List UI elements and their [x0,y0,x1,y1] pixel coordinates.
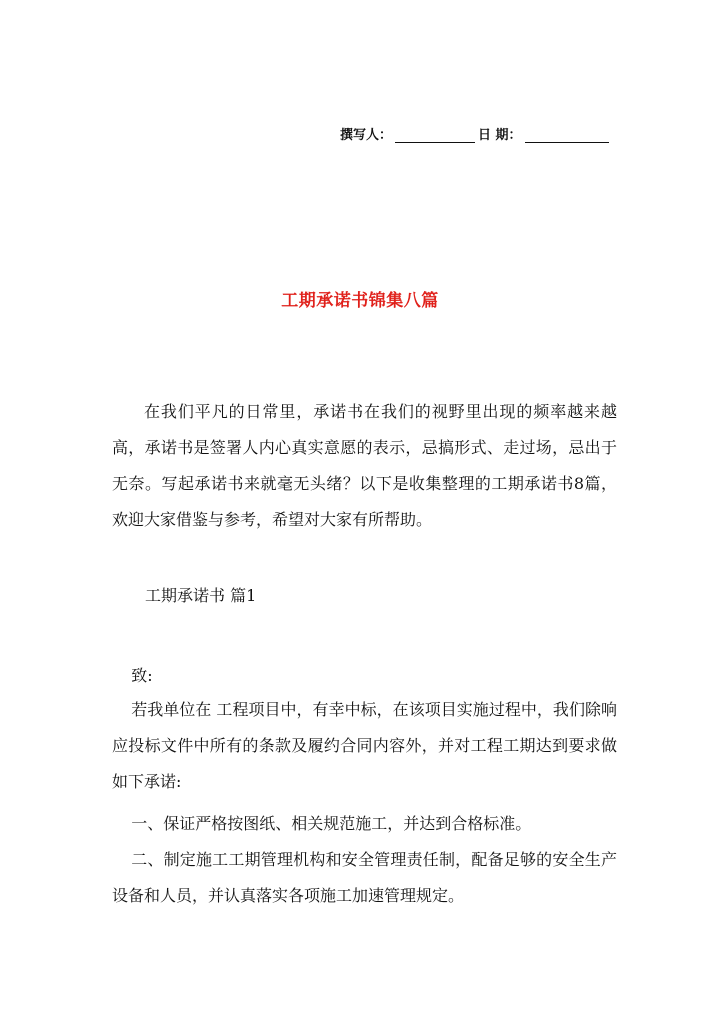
document-title: 工期承诺书锦集八篇 [281,291,439,311]
body-paragraph-2: 一、保证严格按图纸、相关规范施工，并达到合格标准。 [131,814,532,833]
date-label: 日 期： [478,128,522,143]
author-label: 撰写人： [340,128,393,143]
intro-paragraph: 在我们平凡的日常里，承诺书在我们的视野里出现的频率越来越高，承诺书是签署人内心真实意愿的表示，忌搞形式、走过场，忌出于无奈。写起承诺书来就毫无头绪？以下是收集整理的工期承诺书8篇，欢迎大家借鉴与参考，希望对大家有所帮助。 [112,402,617,529]
date-blank [525,128,609,143]
body-paragraph-1: 若我单位在 工程项目中，有幸中标，在该项目实施过程中，我们除响应投标文件中所有的条款及履约合同内容外，并对工程工期达到要求做如下承诺: [112,700,617,791]
section-heading: 工期承诺书 篇1 [145,586,257,605]
author-date-line [340,124,620,143]
author-blank [395,128,475,143]
salutation: 致: [131,666,153,685]
body-paragraph-3: 二、制定施工工期管理机构和安全管理责任制，配备足够的安全生产设备和人员，并认真落实各项施工加速管理规定。 [112,850,617,905]
